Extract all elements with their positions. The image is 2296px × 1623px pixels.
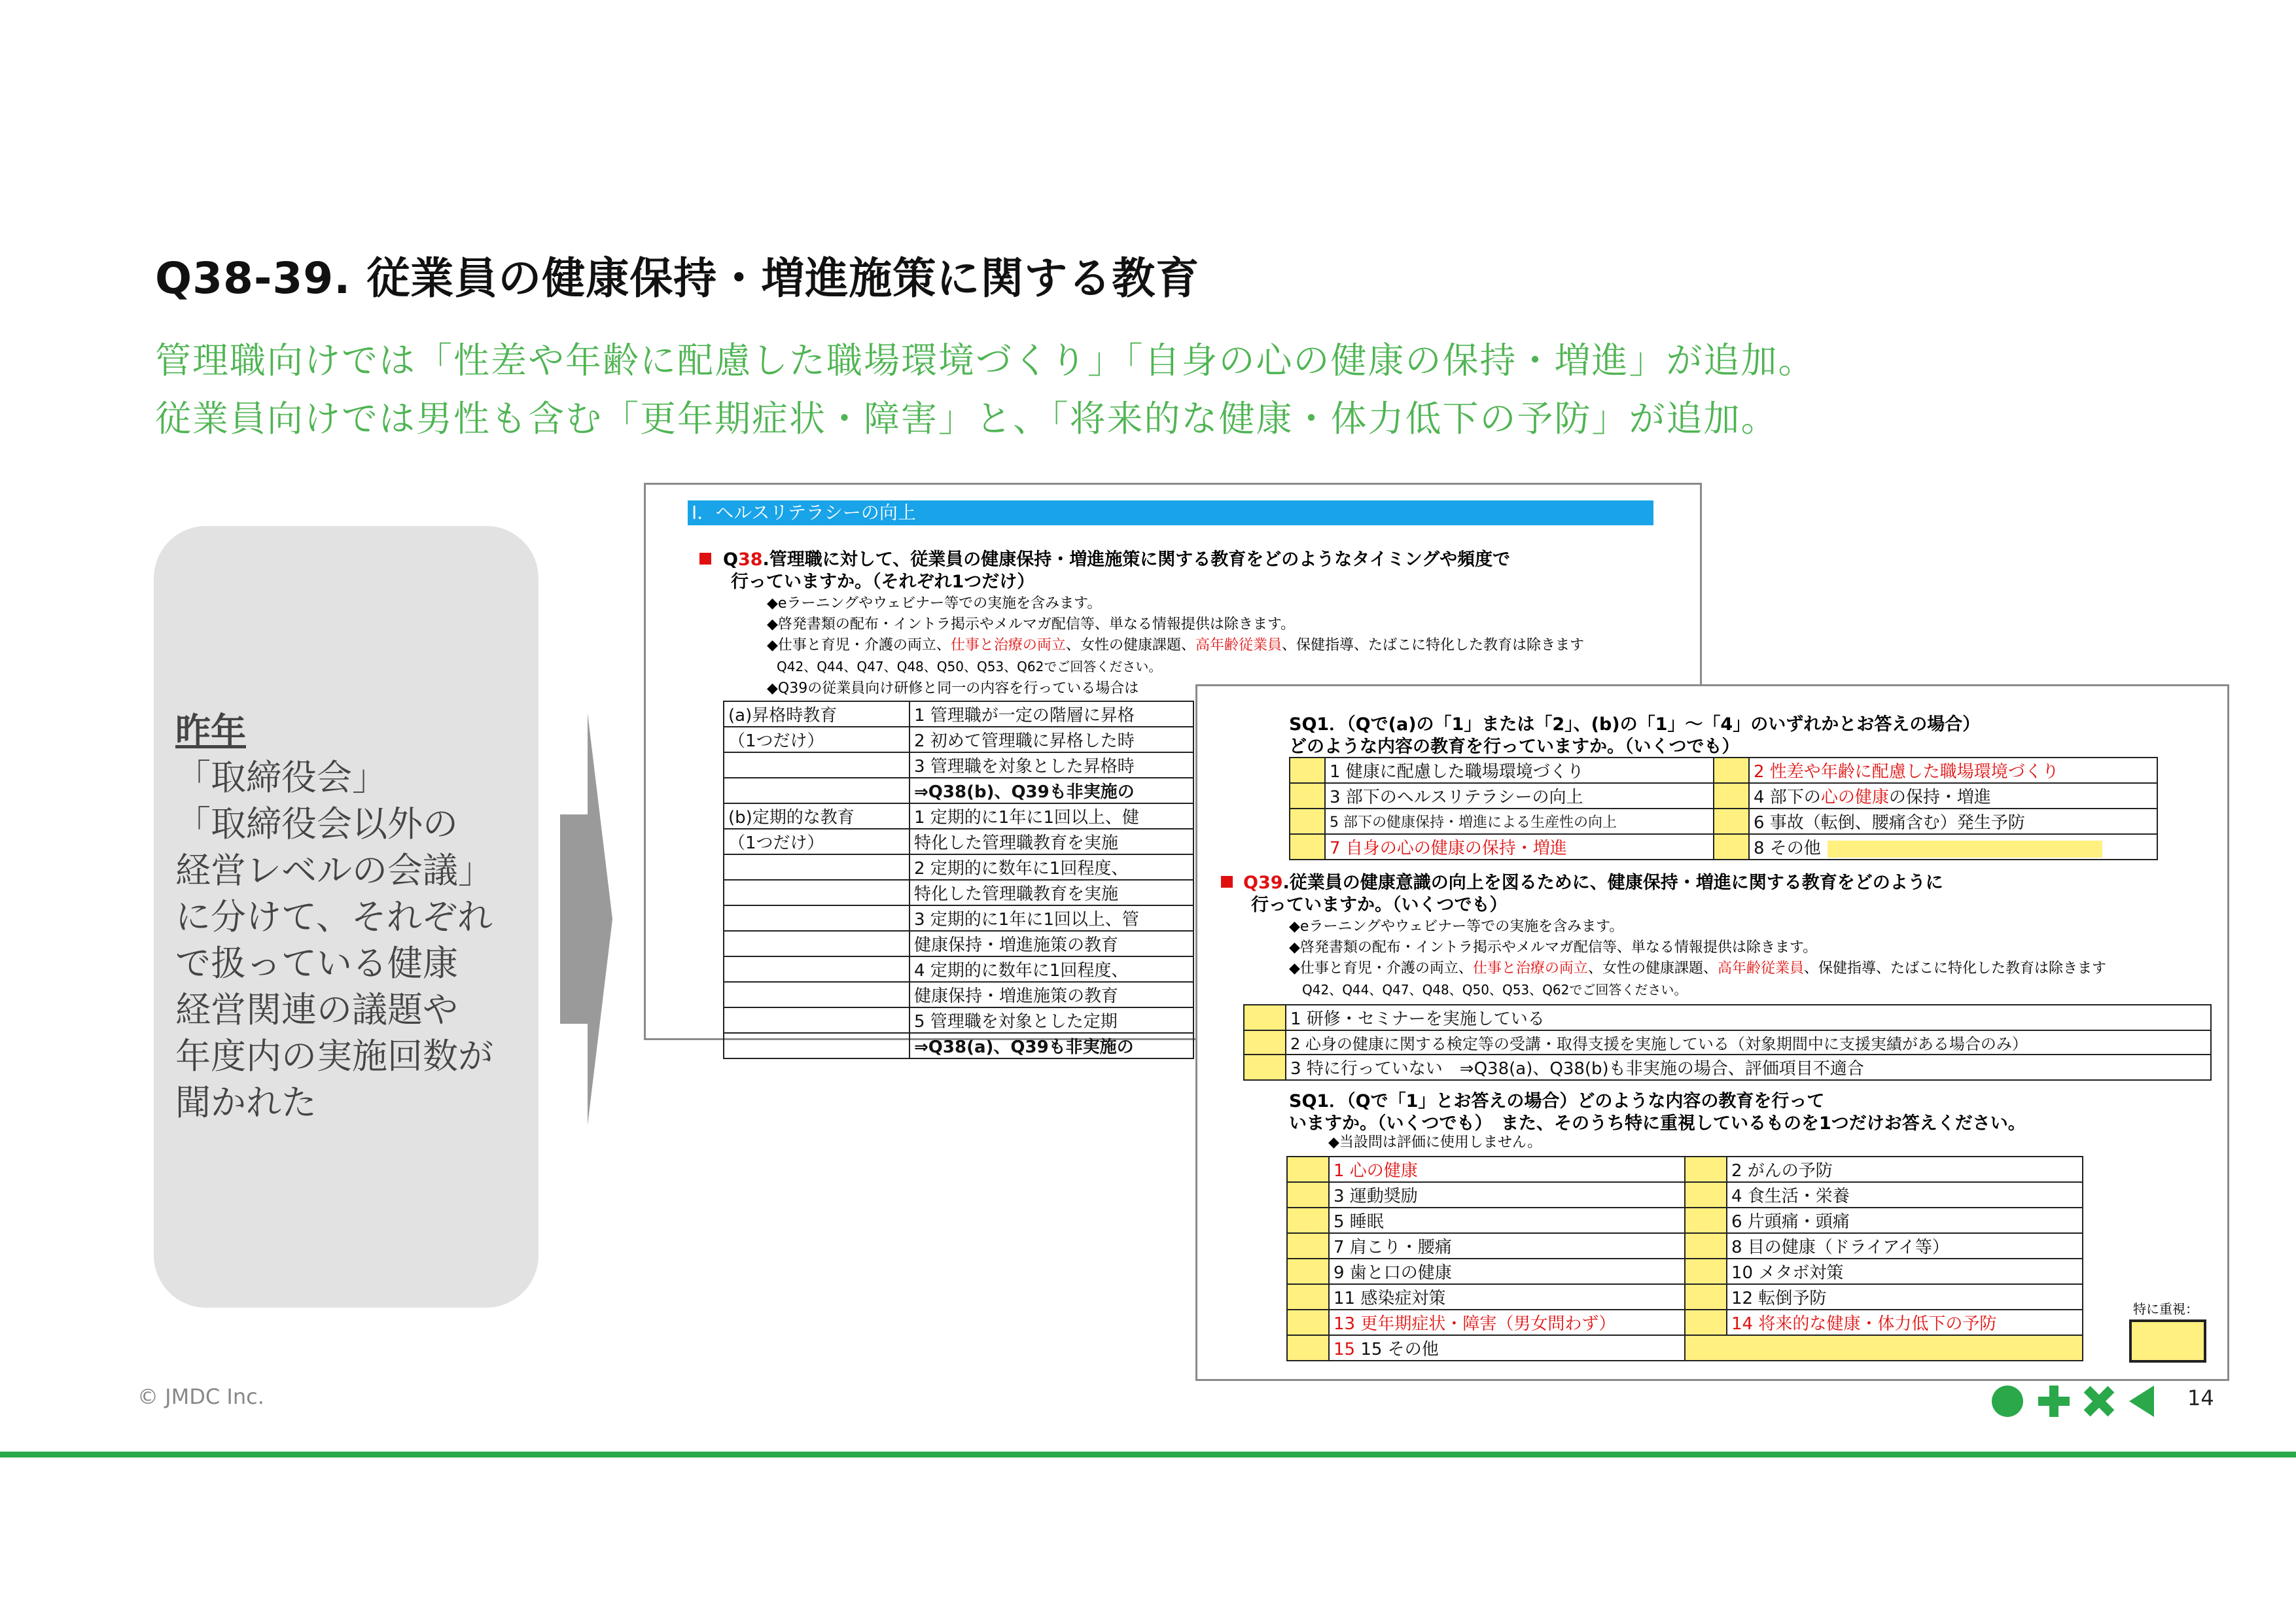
answer-option: 1 管理職が一定の階層に昇格	[910, 701, 1193, 727]
topic-option: 6 片頭痛・頭痛	[1727, 1208, 2083, 1233]
q38-note: ◆Q39の従業員向け研修と同一の内容を行っている場合は	[767, 680, 1139, 697]
sq1-option: 4 部下の心の健康の保持・増進	[1749, 783, 2157, 809]
cross-icon	[2075, 1382, 2123, 1421]
answer-option: 2 定期的に数年に1回程度、	[910, 854, 1193, 880]
sq1-option: 7 自身の心の健康の保持・増進	[1325, 834, 1714, 860]
answer-option: 健康保持・増進施策の教育	[910, 982, 1193, 1007]
copyright: © JMDC Inc.	[137, 1384, 264, 1409]
sq1b-title-line-1: SQ1．（Qで「1」とお答えの場合）どのような内容の教育を行って	[1289, 1091, 1825, 1111]
last-year-line: に分けて、それぞれ	[175, 896, 493, 937]
topic-option: 12 転倒予防	[1727, 1284, 2083, 1310]
q38-question-line-1: Q38.管理職に対して、従業員の健康保持・増進施策に関する教育をどのようなタイミングや頻度で	[723, 550, 1511, 570]
topic-option: 14 将来的な健康・体力低下の予防	[1727, 1310, 2083, 1335]
subtitle-line-1: 管理職向けでは「性差や年齢に配慮した職場環境づくり」「自身の心の健康の保持・増進」が追加。	[155, 340, 1816, 381]
answer-option: 1 定期的に1年に1回以上、健	[910, 803, 1193, 829]
last-year-line: 聞かれた	[175, 1082, 317, 1123]
topic-option: 4 食生活・栄養	[1727, 1182, 2083, 1208]
answer-option: 4 定期的に数年に1回程度、	[910, 956, 1193, 982]
q39-note: ◆eラーニングやウェビナー等での実施を含みます。	[1289, 918, 1624, 935]
answer-option: ⇒Q38(a)、Q39も非実施の	[910, 1033, 1193, 1058]
topic-option: 2 がんの予防	[1727, 1157, 2083, 1182]
last-year-callout-text	[175, 708, 529, 1126]
slide-title: Q38-39. 従業員の健康保持・増進施策に関する教育	[155, 253, 1200, 304]
sq1-option: 3 部下のヘルスリテラシーの向上	[1325, 783, 1714, 809]
priority-label: 特に重視：	[2133, 1301, 2199, 1317]
last-year-heading: 昨年	[175, 710, 246, 752]
sq1b-note: ◆当設問は評価に使用しません。	[1328, 1134, 1542, 1151]
topic-option: 7 肩こり・腰痛	[1329, 1233, 1685, 1259]
subtitle-line-2: 従業員向けでは男性も含む「更年期症状・障害」と、「将来的な健康・体力低下の予防」が追加。	[155, 398, 1778, 440]
q39-note: ◆啓発書類の配布・イントラ掲示やメルマガ配信等、単なる情報提供は除きます。	[1289, 939, 1818, 956]
plus-icon	[2038, 1386, 2070, 1417]
topic-option: 11 感染症対策	[1329, 1284, 1685, 1310]
sq1-option: 6 事故（転倒、腰痛含む）発生予防	[1749, 809, 2157, 834]
q39-option: 1 研修・セミナーを実施している	[1286, 1005, 2211, 1030]
sq1-title-line-1: SQ1．（Qで(a)の「1」または「2」、(b)の「1」～「4」のいずれかとお答えの場合）	[1289, 714, 1981, 735]
answer-option: 3 管理職を対象とした昇格時	[910, 752, 1193, 778]
q38-question-line-2: 行っていますか。（それぞれ1つだけ）	[731, 572, 1035, 592]
topic-option: 3 運動奨励	[1329, 1182, 1685, 1208]
answer-option: 健康保持・増進施策の教育	[910, 931, 1193, 956]
answer-option: 特化した管理職教育を実施	[910, 829, 1193, 854]
q38-note: ◆eラーニングやウェビナー等での実施を含みます。	[767, 595, 1102, 612]
row-sublabel: （1つだけ）	[724, 727, 910, 752]
answer-option: 5 管理職を対象とした定期	[910, 1007, 1193, 1033]
answer-option: ⇒Q38(b)、Q39も非実施の	[910, 778, 1193, 803]
row-label: (b)定期的な教育	[724, 803, 910, 829]
sq1-title-line-2: どのような内容の教育を行っていますか。（いくつでも）	[1289, 737, 1740, 757]
sq1-answer-table	[1289, 757, 2158, 860]
q39-option: 3 特に行っていない ⇒Q38(a)、Q38(b)も非実施の場合、評価項目不適合	[1286, 1055, 2211, 1080]
priority-answer-box	[2129, 1319, 2206, 1363]
last-year-line: 「取締役会」	[175, 757, 387, 798]
brand-marks	[1989, 1382, 2166, 1421]
arrow-right-icon	[560, 713, 612, 1125]
last-year-line: 経営関連の議題や	[175, 989, 458, 1030]
q38-answer-table	[723, 701, 1194, 1059]
sq1-option: 2 性差や年齢に配慮した職場環境づくり	[1749, 758, 2157, 783]
q39-option: 2 心身の健康に関する検定等の受講・取得支援を実施している（対象期間中に支援実績がある場合のみ）	[1286, 1030, 2211, 1055]
topic-option: 8 目の健康（ドライアイ等）	[1727, 1233, 2083, 1259]
sq1-option: 1 健康に配慮した職場環境づくり	[1325, 758, 1714, 783]
circle-icon	[1992, 1386, 2023, 1417]
topic-option: 1 心の健康	[1329, 1157, 1685, 1182]
q38-note: Q42、Q44、Q47、Q48、Q50、Q53、Q62でご回答ください。	[777, 659, 1162, 674]
last-year-line: 「取締役会以外の	[175, 803, 458, 845]
topics-table	[1286, 1156, 2083, 1361]
last-year-line: 年度内の実施回数が	[175, 1036, 493, 1077]
answer-option: 2 初めて管理職に昇格した時	[910, 727, 1193, 752]
q38-note: ◆啓発書類の配布・イントラ掲示やメルマガ配信等、単なる情報提供は除きます。	[767, 616, 1296, 633]
topic-option: 9 歯と口の健康	[1329, 1259, 1685, 1284]
answer-option: 特化した管理職教育を実施	[910, 880, 1193, 905]
sq1-option: 8 その他	[1749, 834, 2157, 860]
topic-option: 13 更年期症状・障害（男女問わず）	[1329, 1310, 1685, 1335]
triangle-icon	[2129, 1386, 2154, 1417]
footer-divider	[0, 1452, 2296, 1457]
q39-answer-table	[1243, 1004, 2212, 1081]
topic-option: 10 メタボ対策	[1727, 1259, 2083, 1284]
row-label: (a)昇格時教育	[724, 701, 910, 727]
q39-question-line-2: 行っていますか。（いくつでも）	[1251, 895, 1508, 915]
section-bar: I．ヘルスリテラシーの向上	[688, 500, 1653, 525]
answer-option: 3 定期的に1年に1回以上、管	[910, 905, 1193, 931]
last-year-line: で扱っている健康	[175, 943, 458, 984]
q39-survey-screenshot	[1195, 684, 2229, 1381]
question-bullet-icon	[699, 553, 711, 565]
question-bullet-icon	[1221, 876, 1233, 888]
q39-question-line-1: Q39.従業員の健康意識の向上を図るために、健康保持・増進に関する教育をどのように	[1243, 873, 1943, 893]
sq1b-title-line-2: いますか。（いくつでも） また、そのうち特に重視しているものを1つだけお答えください。	[1289, 1113, 2026, 1134]
q39-note: ◆仕事と育児・介護の両立、仕事と治療の両立、女性の健康課題、高年齢従業員、保健指導、たばこに特化した教育は除きます	[1289, 960, 2106, 977]
row-sublabel: （1つだけ）	[724, 829, 910, 854]
q38-note: ◆仕事と育児・介護の両立、仕事と治療の両立、女性の健康課題、高年齢従業員、保健指導、たばこに特化した教育は除きます	[767, 637, 1584, 654]
last-year-line: 経営レベルの会議」	[175, 850, 493, 891]
topic-option: 15 15 その他	[1329, 1335, 1685, 1361]
topic-option: 5 睡眠	[1329, 1208, 1685, 1233]
page-number: 14	[2187, 1386, 2214, 1410]
sq1-option: 5 部下の健康保持・増進による生産性の向上	[1325, 809, 1714, 834]
q39-note: Q42、Q44、Q47、Q48、Q50、Q53、Q62でご回答ください。	[1302, 982, 1687, 998]
